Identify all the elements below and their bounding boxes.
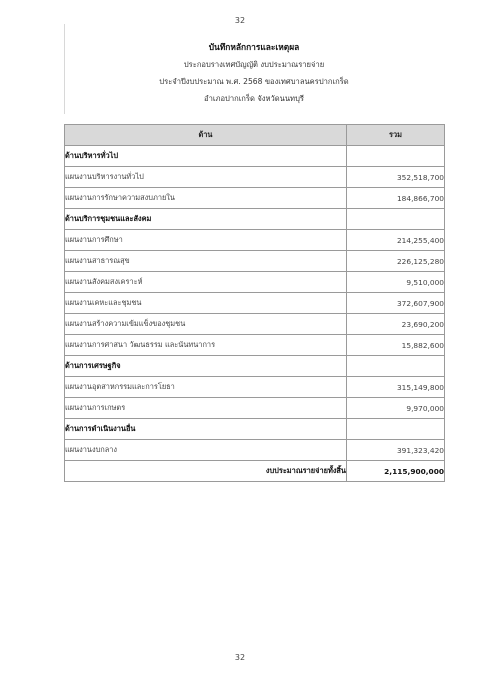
- section-title: ด้านบริหารทั่วไป: [65, 146, 347, 167]
- header-subtitle-line-2: ประจำปีงบประมาณ พ.ศ. 2568 ของเทศบาลนครปากเกร็ด: [159, 77, 349, 86]
- section-row: [65, 356, 445, 377]
- section-row: [65, 419, 445, 440]
- grand-total-row: [65, 461, 445, 482]
- section-title: ด้านการเศรษฐกิจ: [65, 356, 347, 377]
- item-value: 9,970,000: [347, 398, 445, 419]
- budget-table: [64, 124, 445, 482]
- table-row: [65, 440, 445, 461]
- item-value: 184,866,700: [347, 188, 445, 209]
- table-row: [65, 230, 445, 251]
- grand-total-value: 2,115,900,000: [347, 461, 445, 482]
- table-row: [65, 314, 445, 335]
- item-label: แผนงานบริหารงานทั่วไป: [65, 167, 347, 188]
- item-value: 315,149,800: [347, 377, 445, 398]
- column-header-category: ด้าน: [65, 125, 347, 146]
- item-value: 372,607,900: [347, 293, 445, 314]
- section-row: [65, 209, 445, 230]
- table-row: [65, 398, 445, 419]
- table-row: [65, 188, 445, 209]
- item-value: 226,125,280: [347, 251, 445, 272]
- page-number-bottom: 32: [234, 653, 246, 662]
- table-row: [65, 293, 445, 314]
- section-title: ด้านการดำเนินงานอื่น: [65, 419, 347, 440]
- table-row: [65, 167, 445, 188]
- item-label: แผนงานเคหะและชุมชน: [65, 293, 347, 314]
- header-subtitle-line-3: อำเภอปากเกร็ด จังหวัดนนทบุรี: [204, 94, 304, 103]
- item-value: 9,510,000: [347, 272, 445, 293]
- item-label: แผนงานสังคมสงเคราะห์: [65, 272, 347, 293]
- section-title: ด้านบริการชุมชนและสังคม: [65, 209, 347, 230]
- document-title: บันทึกหลักการและเหตุผล: [208, 42, 300, 52]
- table-row: [65, 272, 445, 293]
- section-total-cell: [347, 146, 445, 167]
- grand-total-label: งบประมาณรายจ่ายทั้งสิ้น: [65, 461, 347, 482]
- section-total-cell: [347, 209, 445, 230]
- document-header: [64, 39, 444, 107]
- item-label: แผนงานการเกษตร: [65, 398, 347, 419]
- item-label: แผนงานการศาสนา วัฒนธรรม และนันทนาการ: [65, 335, 347, 356]
- item-value: 214,255,400: [347, 230, 445, 251]
- item-label: แผนงานสร้างความเข้มแข็งของชุมชน: [65, 314, 347, 335]
- item-label: แผนงานสาธารณสุข: [65, 251, 347, 272]
- page-number-top: 32: [234, 16, 246, 25]
- table-row: [65, 251, 445, 272]
- item-value: 23,690,200: [347, 314, 445, 335]
- section-total-cell: [347, 419, 445, 440]
- item-label: แผนงานการรักษาความสงบภายใน: [65, 188, 347, 209]
- table-row: [65, 335, 445, 356]
- table-header-row: [65, 125, 445, 146]
- item-value: 15,882,600: [347, 335, 445, 356]
- item-value: 352,518,700: [347, 167, 445, 188]
- item-value: 391,323,420: [347, 440, 445, 461]
- header-subtitle-line-1: ประกอบรางเทศบัญญัติ งบประมาณรายจ่าย: [183, 60, 325, 69]
- section-row: [65, 146, 445, 167]
- item-label: แผนงานงบกลาง: [65, 440, 347, 461]
- column-header-total: รวม: [347, 125, 445, 146]
- item-label: แผนงานอุตสาหกรรมและการโยธา: [65, 377, 347, 398]
- table-row: [65, 377, 445, 398]
- section-total-cell: [347, 356, 445, 377]
- item-label: แผนงานการศึกษา: [65, 230, 347, 251]
